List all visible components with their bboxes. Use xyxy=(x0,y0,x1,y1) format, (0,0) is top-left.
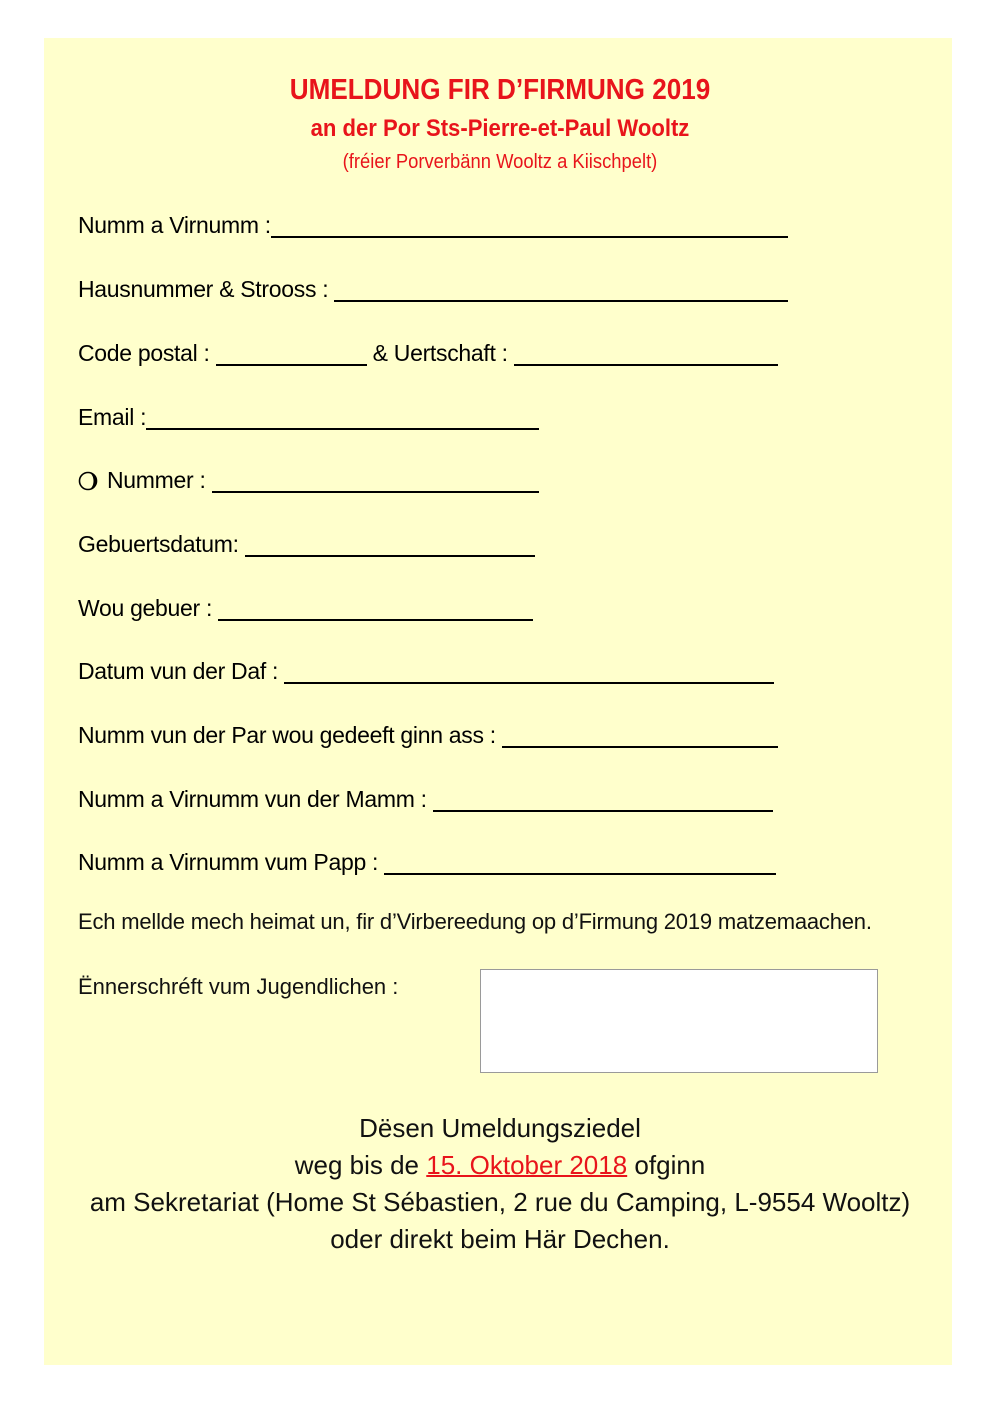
registration-statement: Ech mellde mech heimat un, fir d’Virbereedung op d’Firmung 2019 matzemaachen. xyxy=(78,909,872,934)
form-parish-note: (fréier Porverbänn Wooltz a Kiischpelt) xyxy=(342,151,658,173)
signature-box[interactable] xyxy=(480,969,878,1073)
baptism-date-label: Datum vun der Daf : xyxy=(78,658,279,684)
footer-line-2-start: weg bis de xyxy=(294,1150,420,1180)
postal-code-field[interactable] xyxy=(216,364,367,366)
email-field[interactable] xyxy=(146,428,539,430)
birthplace-field[interactable] xyxy=(218,619,533,621)
mother-name-label: Numm a Virnumm vun der Mamm : xyxy=(78,786,427,812)
phone-row xyxy=(78,462,539,496)
postal-code-label: Code postal : xyxy=(78,340,210,366)
footer-line-2 xyxy=(0,1150,1000,1181)
father-name-field[interactable] xyxy=(384,873,776,875)
father-row xyxy=(78,844,776,878)
birthdate-row xyxy=(78,526,535,560)
baptism-date-field[interactable] xyxy=(284,682,774,684)
birthplace-label: Wou gebuer : xyxy=(78,595,213,621)
street-field[interactable] xyxy=(334,300,788,302)
mother-name-field[interactable] xyxy=(433,810,773,812)
birthdate-field[interactable] xyxy=(245,555,535,557)
phone-field[interactable] xyxy=(212,491,539,493)
postal-row xyxy=(78,335,778,369)
street-row xyxy=(78,271,788,305)
email-row xyxy=(78,399,539,433)
baptism-parish-label: Numm vun der Par wou gedeeft ginn ass : xyxy=(78,722,496,748)
town-field[interactable] xyxy=(514,364,778,366)
form-subtitle: an der Por Sts-Pierre-et-Paul Wooltz xyxy=(310,115,690,142)
footer-line-4: oder direkt beim Här Dechen. xyxy=(330,1224,670,1254)
town-label: & Uertschaft : xyxy=(372,340,508,366)
form-title: UMELDUNG FIR D’FIRMUNG 2019 xyxy=(289,74,711,106)
name-label: Numm a Virnumm : xyxy=(78,212,271,238)
email-label: Email : xyxy=(78,404,147,430)
signature-label: Ënnerschréft vum Jugendlichen : xyxy=(78,974,399,999)
deadline-date: 15. Oktober 2018 xyxy=(426,1150,628,1180)
phone-label: Nummer : xyxy=(107,467,206,493)
father-name-label: Numm a Virnumm vum Papp : xyxy=(78,849,379,875)
name-row xyxy=(78,207,788,241)
phone-icon xyxy=(78,471,98,491)
baptism-date-row xyxy=(78,653,774,687)
mother-row xyxy=(78,781,773,815)
footer-address: am Sekretariat (Home St Sébastien, 2 rue du Camping, L-9554 Wooltz) xyxy=(89,1187,911,1217)
birthdate-label: Gebuertsdatum: xyxy=(78,531,239,557)
footer-line-1: Dësen Umeldungsziedel xyxy=(359,1113,641,1143)
baptism-parish-row xyxy=(78,717,778,751)
baptism-parish-field[interactable] xyxy=(502,746,778,748)
footer-line-2-end: ofginn xyxy=(634,1150,706,1180)
birthplace-row xyxy=(78,590,533,624)
street-label: Hausnummer & Strooss : xyxy=(78,276,329,302)
name-field[interactable] xyxy=(271,236,788,238)
